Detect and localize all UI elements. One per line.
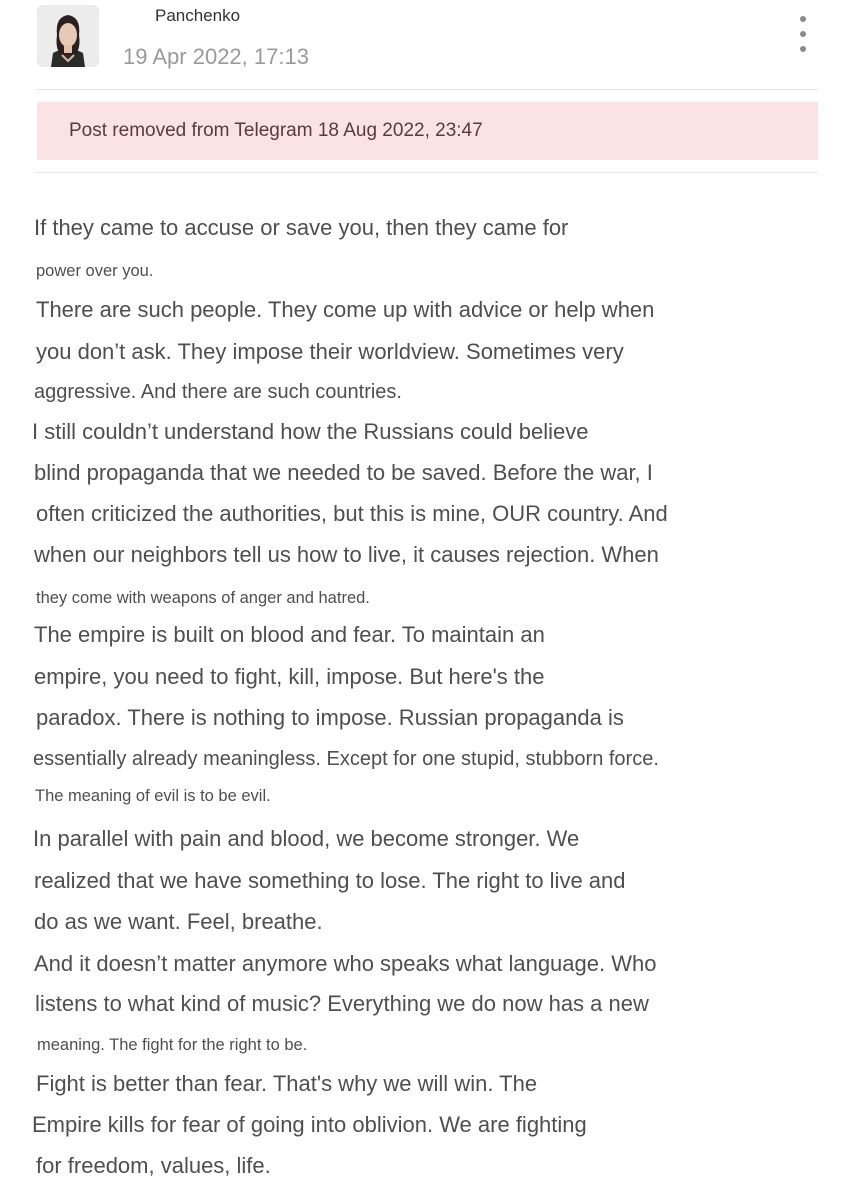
post-line: realized that we have something to lose. The right to live and [34,868,626,893]
post-line: The empire is built on blood and fear. To maintain an [34,622,545,647]
post-header [0,0,848,86]
post-line: There are such people. They come up with advice or help when [36,297,655,322]
menu-dot [800,46,806,52]
post-line: aggressive. And there are such countries. [34,381,402,403]
post-line: In parallel with pain and blood, we become stronger. We [33,826,580,851]
menu-dot [800,31,806,37]
post-line: you don’t ask. They impose their worldview. Sometimes very [36,339,624,364]
menu-dot [800,16,806,22]
post-line: do as we want. Feel, breathe. [34,909,323,934]
removed-notice-banner [37,102,818,160]
post-line: they come with weapons of anger and hatred. [36,589,370,607]
post-line: The meaning of evil is to be evil. [35,787,271,805]
post-line: essentially already meaningless. Except for one stupid, stubborn force. [33,748,659,770]
post-line: listens to what kind of music? Everything we do now has a new [35,991,649,1016]
post-line: If they came to accuse or save you, then they came for [34,215,569,240]
post-line: I still couldn’t understand how the Russians could believe [32,419,589,444]
author-name[interactable]: Panchenko [155,6,241,25]
removed-notice-text: Post removed from Telegram 18 Aug 2022, 23:47 [69,120,483,141]
post-line: power over you. [36,262,154,280]
post-line: Empire kills for fear of going into oblivion. We are fighting [32,1112,587,1137]
post-line: And it doesn’t matter anymore who speaks what language. Who [34,951,657,976]
post-line: when our neighbors tell us how to live, it causes rejection. When [34,542,659,567]
post-line: meaning. The fight for the right to be. [37,1036,308,1054]
more-vertical-icon[interactable] [794,16,812,52]
post-line: for freedom, values, life. [36,1153,271,1178]
header-divider [36,89,818,90]
post-line: blind propaganda that we needed to be saved. Before the war, I [34,460,653,485]
author-avatar[interactable] [37,5,99,67]
post-line: empire, you need to fight, kill, impose. But here's the [34,664,545,689]
post-line: often criticized the authorities, but this is mine, OUR country. And [36,501,668,526]
post-timestamp: 19 Apr 2022, 17:13 [123,44,309,69]
post-line: paradox. There is nothing to impose. Russian propaganda is [36,705,624,730]
avatar-portrait-icon [37,5,99,67]
post-line: Fight is better than fear. That's why we will win. The [36,1071,538,1096]
banner-divider [36,172,818,173]
